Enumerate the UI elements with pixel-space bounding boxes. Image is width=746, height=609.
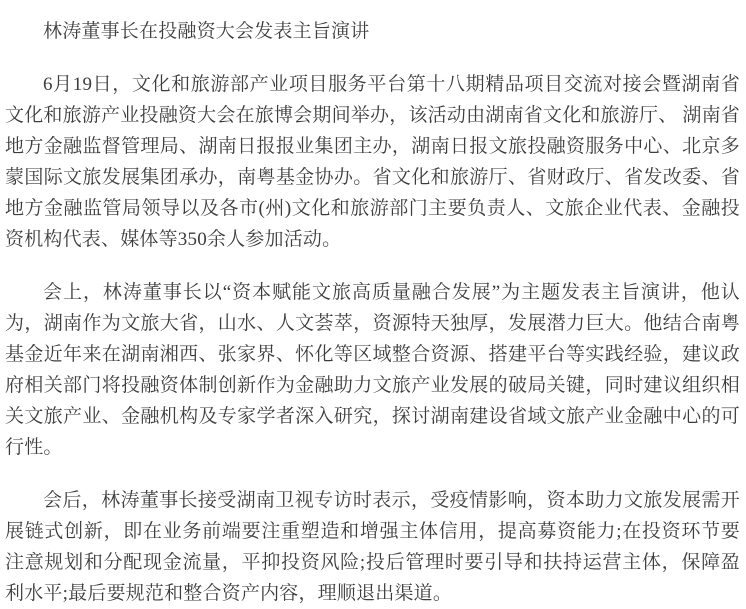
- article-paragraph-speech: 会上，林涛董事长以“资本赋能文旅高质量融合发展”为主题发表主旨演讲，他认为，湖南作为文旅大省，山水、人文荟萃，资源特天独厚，发展潜力巨大。他结合南粤基金近年来在湖南湘西、张家界、怀化等区域整合资源、搭建平台等实践经验，建议政府相关部门将投融资体制创新作为金融助力文旅产业发展的破局关键，同时建议组织相关文旅产业、金融机构及专家学者深入研究，探讨湖南建设省域文旅产业金融中心的可行性。: [5, 282, 740, 458]
- article-title: 林涛董事长在投融资大会发表主旨演讲: [43, 21, 370, 42]
- article-paragraph-interview: 会后，林涛董事长接受湖南卫视专访时表示，受疫情影响，资本助力文旅发展需开展链式创新，即在业务前端要注重塑造和增强主体信用，提高募资能力;在投资环节要注意规划和分配现金流量，平抑投资风险;投后管理时要引导和扶持运营主体，保障盈利水平;最后要规范和整合资产内容，理顺退出渠道。: [5, 490, 740, 604]
- article-paragraph-intro: 6月19日，文化和旅游部产业项目服务平台第十八期精品项目交流对接会暨湖南省文化和旅游产业投融资大会在旅博会期间举办，该活动由湖南省文化和旅游厅、 湖南省地方金融监督管理局、湖南日报报业集团主办，湖南日报文旅投融资服务中心、北京多蒙国际文旅发展集团承办，南粤基金协办。省文化和旅游厅、省财政厅、省发改委、省地方金融监管局领导以及各市(州)文化和旅游部门主要负责人、文旅企业代表、金融投资机构代表、媒体等350余人参加活动。: [5, 74, 740, 250]
